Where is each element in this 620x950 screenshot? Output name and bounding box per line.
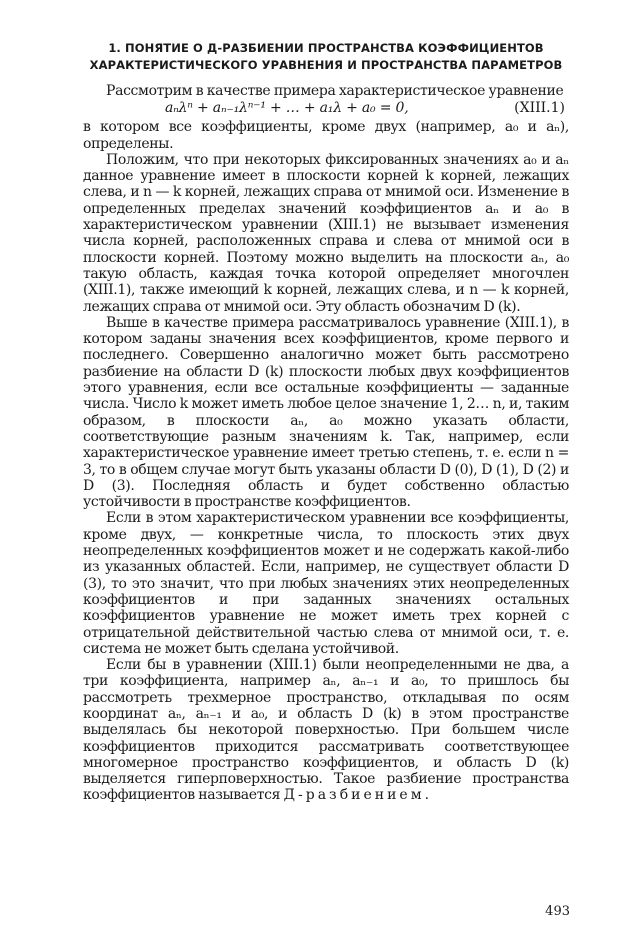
page-number: 493 [545,904,570,919]
paragraph-5 [83,657,569,804]
heading-line-2: ХАРАКТЕРИСТИЧЕСКОГО УРАВНЕНИЯ И ПРОСТРАНСТВА ПАРАМЕТРОВ [89,58,563,72]
paragraph-4: Если в этом характеристическом уравнении все коэффициенты, кроме двух, — конкретные числа, то плоскость этих двух неопределенных коэффициентов может и не содержать какой-либо из указанных областей. Если, например, не существует области D (3), то это значит, что при любых значениях этих неопределенных коэффициентов и при заданных значениях остальных коэффициентов уравнение не может иметь трех корней с отрицательной действительной частью слева от мнимой оси, т. е. система не может быть сделана устойчивой. [83,510,569,657]
section-heading [83,40,569,74]
paragraph-2: Положим, что при некоторых фиксированных значениях a₀ и aₙ данное уравнение имеет в плоскости корней k корней, лежащих слева, и n — k корней, лежащих справа от мнимой оси. Изменение в определенных пределах значений коэффициентов aₙ и a₀ в характеристическом уравнении (XIII.1) не вызывает изменения числа корней, расположенных справа и слева от мнимой оси в плоскости корней. Поэтому можно выделить на плоскости aₙ, a₀ такую область, каждая точка которой определяет многочлен (XIII.1), также имеющий k корней, лежащих слева, и n — k корней, лежащих справа от мнимой оси. Эту область обозначим D (k). [83,151,569,315]
paragraph-1: в котором все коэффициенты, кроме двух (например, a₀ и aₙ), определены. [83,119,569,152]
equation-number: (XIII.1) [514,100,565,117]
paragraph-3: Выше в качестве примера рассматривалось уравнение (XIII.1), в котором заданы значения всех коэффициентов, кроме первого и последнего. Совершенно аналогично может быть рассмотрено разбиение на области D (k) плоскости любых двух коэффициентов этого уравнения, если все остальные коэффициенты — заданные числа. Число k может иметь любое целое значение 1, 2… n, и, таким образом, в плоскости aₙ, a₀ можно указать области, соответствующие разным значениям k. Так, например, если характеристическое уравнение имеет третью степень, т. е. если n = 3, то в общем случае могут быть указаны области D (0), D (1), D (2) и D (3). Последняя область и будет собственно областью устойчивости в пространстве коэффициентов. [83,314,569,511]
intro-paragraph: Рассмотрим в качестве примера характеристическое уравнение [106,83,564,99]
term-d-partition: Д-разбиением. [283,787,433,804]
equation-xiii-1 [83,99,569,117]
heading-line-1: 1. ПОНЯТИЕ О Д-РАЗБИЕНИИ ПРОСТРАНСТВА КОЭФФИЦИЕНТОВ [108,41,544,55]
equation-formula: aₙλⁿ + aₙ₋₁λⁿ⁻¹ + … + a₁λ + a₀ = 0, [165,100,409,117]
paragraph-5-text: Если бы в уравнении (XIII.1) были неопределенными не два, а три коэффициента, например aₙ, aₙ₋₁ и a₀, то пришлось бы рассмотреть трехмерное пространство, откладывая по осям координат aₙ, aₙ₋₁ и a₀, и область D (k) в этом пространстве выделялась бы некоторой поверхностью. При большем числе коэффициентов приходится рассматривать соответствующее многомерное пространство коэффициентов, и область D (k) выделяется гиперповерхностью. Такое разбиение пространства коэффициентов называется [83,657,569,804]
page-body [83,40,569,804]
